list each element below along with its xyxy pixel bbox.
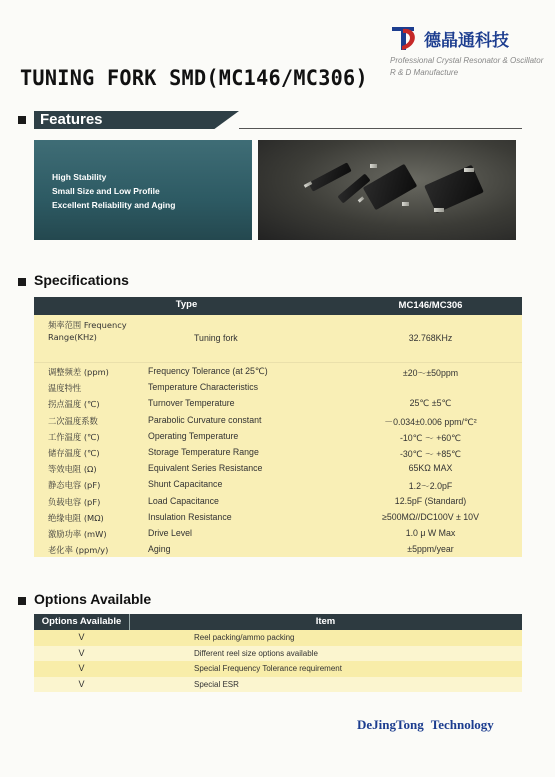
param-cn: 静态电容 (pF) [48, 480, 101, 491]
param-value: ≥500MΩ//DC100V ± 10V [382, 511, 479, 522]
param-value: 32.768KHz [408, 333, 453, 343]
param-en: Parabolic Curvature constant [148, 414, 262, 425]
param-cn: 等效电阻 (Ω) [48, 464, 97, 475]
options-bullet [18, 597, 26, 605]
table-row [34, 630, 522, 646]
table-header [34, 297, 522, 315]
component-pin-image [402, 202, 409, 206]
param-en: Aging [148, 544, 171, 555]
param-en: Operating Temperature [148, 430, 239, 441]
param-value: 1.2～2.0pF [408, 481, 453, 492]
company-tagline: Professional Crystal Resonator & Oscillator [390, 56, 544, 65]
param-value: ±20～±50ppm [402, 368, 459, 378]
option-item: Different reel size options available [194, 648, 318, 658]
param-cn: 激励功率 (mW) [48, 528, 107, 539]
param-value: ±5ppm/year [407, 544, 454, 555]
feature-line: High Stability [52, 172, 107, 182]
product-photo [258, 140, 516, 240]
specifications-table [34, 297, 522, 557]
company-logo [390, 22, 550, 82]
table-row [34, 428, 522, 444]
param-cn: 老化率 (ppm/y) [48, 545, 109, 556]
table-row [34, 677, 522, 693]
option-item: Special Frequency Tolerance requirement [194, 664, 342, 673]
feature-line: Excellent Reliability and Aging [52, 200, 176, 210]
table-row [34, 493, 522, 509]
table-row [34, 412, 522, 428]
footer-brand: DeJingTong Technology [357, 717, 494, 732]
table-row [34, 525, 522, 541]
table-row [34, 315, 522, 363]
table-row [34, 476, 522, 492]
table-row [34, 395, 522, 411]
component-pin-image [434, 208, 444, 212]
param-cn: 负载电容 (pF) [48, 496, 101, 507]
features-bullet [18, 116, 26, 124]
table-row [34, 509, 522, 525]
options-table [34, 614, 522, 692]
features-banner [34, 111, 239, 129]
option-mark: V [78, 663, 85, 673]
option-item: Special ESR [194, 679, 239, 689]
feature-line: Small Size and Low Profile [52, 186, 160, 196]
param-cn: 储存温度 (℃) [48, 447, 100, 458]
component-pin-image [358, 196, 365, 202]
crystal-component-image [363, 164, 418, 211]
table-row [34, 541, 522, 557]
param-cn: 二次温度系数 [48, 415, 98, 426]
option-mark: V [78, 647, 85, 658]
option-mark: V [78, 632, 85, 642]
table-row [34, 379, 522, 395]
features-heading: Features [40, 111, 103, 128]
crystal-component-image [308, 162, 352, 191]
table-row [34, 661, 522, 677]
param-value: 1.0 μ W Max [405, 527, 456, 538]
param-value: －0.034±0.006 ppm/℃² [384, 416, 477, 427]
options-heading: Options Available [34, 591, 152, 607]
param-cn: 拐点温度 (℃) [48, 399, 100, 410]
param-value: 25℃ ±5℃ [409, 398, 452, 409]
component-pin-image [370, 164, 377, 168]
dt-logo-icon [390, 24, 420, 52]
param-en: Load Capacitance [148, 495, 219, 506]
param-en: Frequency Tolerance (at 25℃) [148, 366, 268, 376]
specifications-heading: Specifications [34, 272, 129, 288]
param-value: -10℃ ～ +60℃ [399, 432, 462, 443]
company-tagline-2: R & D Manufacture [390, 68, 459, 77]
crystal-component-image [424, 165, 484, 214]
table-row [34, 646, 522, 662]
param-en: Shunt Capacitance [148, 479, 223, 490]
table-header [34, 614, 522, 630]
header-model: MC146/MC306 [398, 300, 463, 311]
table-row [34, 363, 522, 379]
table-body [34, 315, 522, 557]
param-value: 12.5pF (Standard) [394, 495, 467, 506]
param-en: Insulation Resistance [148, 511, 232, 522]
param-en: Temperature Characteristics [148, 382, 258, 393]
option-item: Reel packing/ammo packing [194, 633, 295, 642]
param-en: Turnover Temperature [148, 398, 235, 409]
features-box [34, 140, 252, 240]
header-item: Item [315, 616, 336, 627]
header-options: Options Available [41, 616, 122, 627]
component-pin-image [464, 168, 474, 172]
table-row [34, 460, 522, 476]
header-type: Type [175, 299, 198, 310]
param-cn: 工作温度 (℃) [48, 431, 100, 442]
features-divider [239, 128, 522, 129]
param-en: Storage Temperature Range [148, 446, 259, 457]
company-name-cn: 德晶通科技 [424, 31, 509, 51]
table-row [34, 444, 522, 460]
param-cn: 温度特性 [48, 383, 82, 394]
param-en: Drive Level [148, 527, 193, 538]
param-value: 65KΩ MAX [408, 463, 453, 474]
page-title: TUNING FORK SMD(MC146/MC306) [20, 66, 368, 90]
param-en: Tuning fork [194, 333, 238, 343]
specifications-bullet [18, 278, 26, 286]
param-cn: 调整频差 (ppm) [48, 367, 109, 377]
param-value: -30℃ ～ +85℃ [399, 448, 462, 459]
param-cn: 绝缘电阻 (MΩ) [48, 512, 104, 523]
param-en: Equivalent Series Resistance [148, 463, 263, 474]
param-cn: 频率范围 Frequency Range(KHz) [48, 320, 127, 342]
option-mark: V [78, 678, 85, 689]
